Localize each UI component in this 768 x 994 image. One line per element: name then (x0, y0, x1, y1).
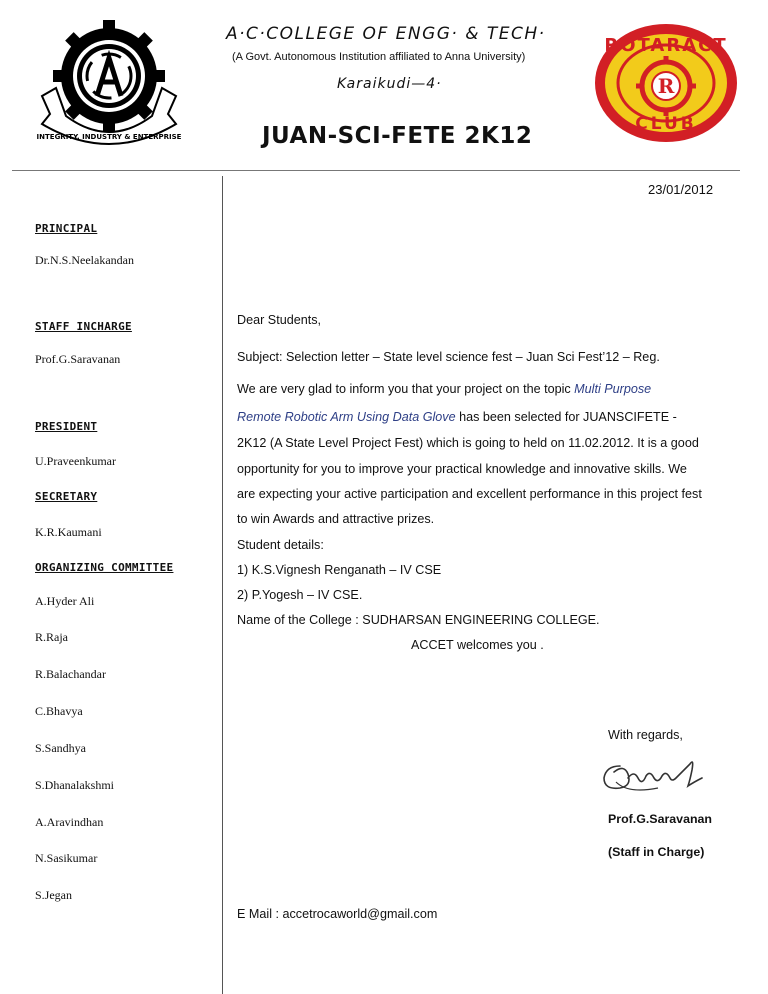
project-topic: Multi Purpose (574, 382, 652, 396)
committee-member: A.Aravindhan (35, 815, 104, 829)
committee-member: S.Sandhya (35, 741, 86, 755)
paragraph-line: 2K12 (A State Level Project Fest) which is going to held on 11.02.2012. It is a good (237, 436, 699, 450)
salutation: Dear Students, (237, 313, 322, 327)
welcome-line: ACCET welcomes you . (411, 638, 544, 652)
letter-date: 23/01/2012 (648, 182, 714, 197)
signer-role: (Staff in Charge) (608, 845, 705, 859)
student-entry: 1) K.S.Vignesh Renganath – IV CSE (237, 563, 442, 577)
principal-name: Dr.N.S.Neelakandan (35, 253, 134, 267)
rotaract-club-logo (595, 24, 737, 142)
signer-name: Prof.G.Saravanan (608, 812, 712, 826)
president-name: U.Praveenkumar (35, 454, 116, 468)
email-line: E Mail : accetrocaworld@gmail.com (237, 907, 438, 921)
committee-member: N.Sasikumar (35, 851, 98, 865)
paragraph-line (237, 382, 651, 396)
paragraph-text: We are very glad to inform you that your project on the topic (237, 382, 575, 396)
subject-line: Subject: Selection letter – State level science fest – Juan Sci Fest’12 – Reg. (237, 350, 660, 364)
paragraph-line: to win Awards and attractive prizes. (237, 512, 435, 526)
paragraph-line (237, 410, 677, 424)
organizing-committee-heading: ORGANIZING COMMITTEE (35, 561, 174, 574)
header-divider (12, 170, 740, 171)
committee-member: S.Dhanalakshmi (35, 778, 114, 792)
student-entry: 2) P.Yogesh – IV CSE. (237, 588, 363, 602)
closing-regards: With regards, (608, 728, 683, 742)
rotaract-logo-bottom-text: CLUB (635, 114, 697, 134)
secretary-name: K.R.Kaumani (35, 525, 102, 539)
handwritten-signature (598, 752, 708, 796)
college-name: A·C·COLLEGE OF ENGG· & TECH· (226, 24, 546, 44)
paragraph-line: are expecting your active participation and excellent performance in this project fest (237, 487, 702, 501)
paragraph-line: opportunity for you to improve your practical knowledge and innovative skills. We (237, 462, 687, 476)
committee-member: A.Hyder Ali (35, 594, 95, 608)
president-heading: PRESIDENT (35, 420, 98, 433)
college-location: Karaikudi—4· (337, 76, 442, 92)
committee-member: S.Jegan (35, 888, 72, 902)
emblem-motto: INTEGRITY, INDUSTRY & ENTERPRISE (36, 133, 182, 141)
college-name-line: Name of the College : SUDHARSAN ENGINEERING COLLEGE. (237, 613, 600, 627)
committee-member: C.Bhavya (35, 704, 83, 718)
committee-member: R.Balachandar (35, 667, 106, 681)
college-affiliation: (A Govt. Autonomous Institution affiliated to Anna University) (232, 51, 526, 63)
college-emblem-logo (36, 18, 182, 154)
principal-heading: PRINCIPAL (35, 222, 98, 235)
student-details-heading: Student details: (237, 538, 324, 552)
staff-incharge-heading: STAFF INCHARGE (35, 320, 132, 333)
event-title: JUAN-SCI-FETE 2K12 (262, 123, 533, 149)
rotaract-logo-top-text: ROTARACT (604, 35, 728, 56)
staff-incharge-name: Prof.G.Saravanan (35, 352, 121, 366)
project-topic: Remote Robotic Arm Using Data Glove (237, 410, 456, 424)
sidebar-divider (222, 176, 223, 994)
paragraph-text: has been selected for JUANSCIFETE - (455, 410, 677, 424)
secretary-heading: SECRETARY (35, 490, 98, 503)
rotaract-logo-letter: R (657, 74, 675, 98)
committee-member: R.Raja (35, 630, 68, 644)
